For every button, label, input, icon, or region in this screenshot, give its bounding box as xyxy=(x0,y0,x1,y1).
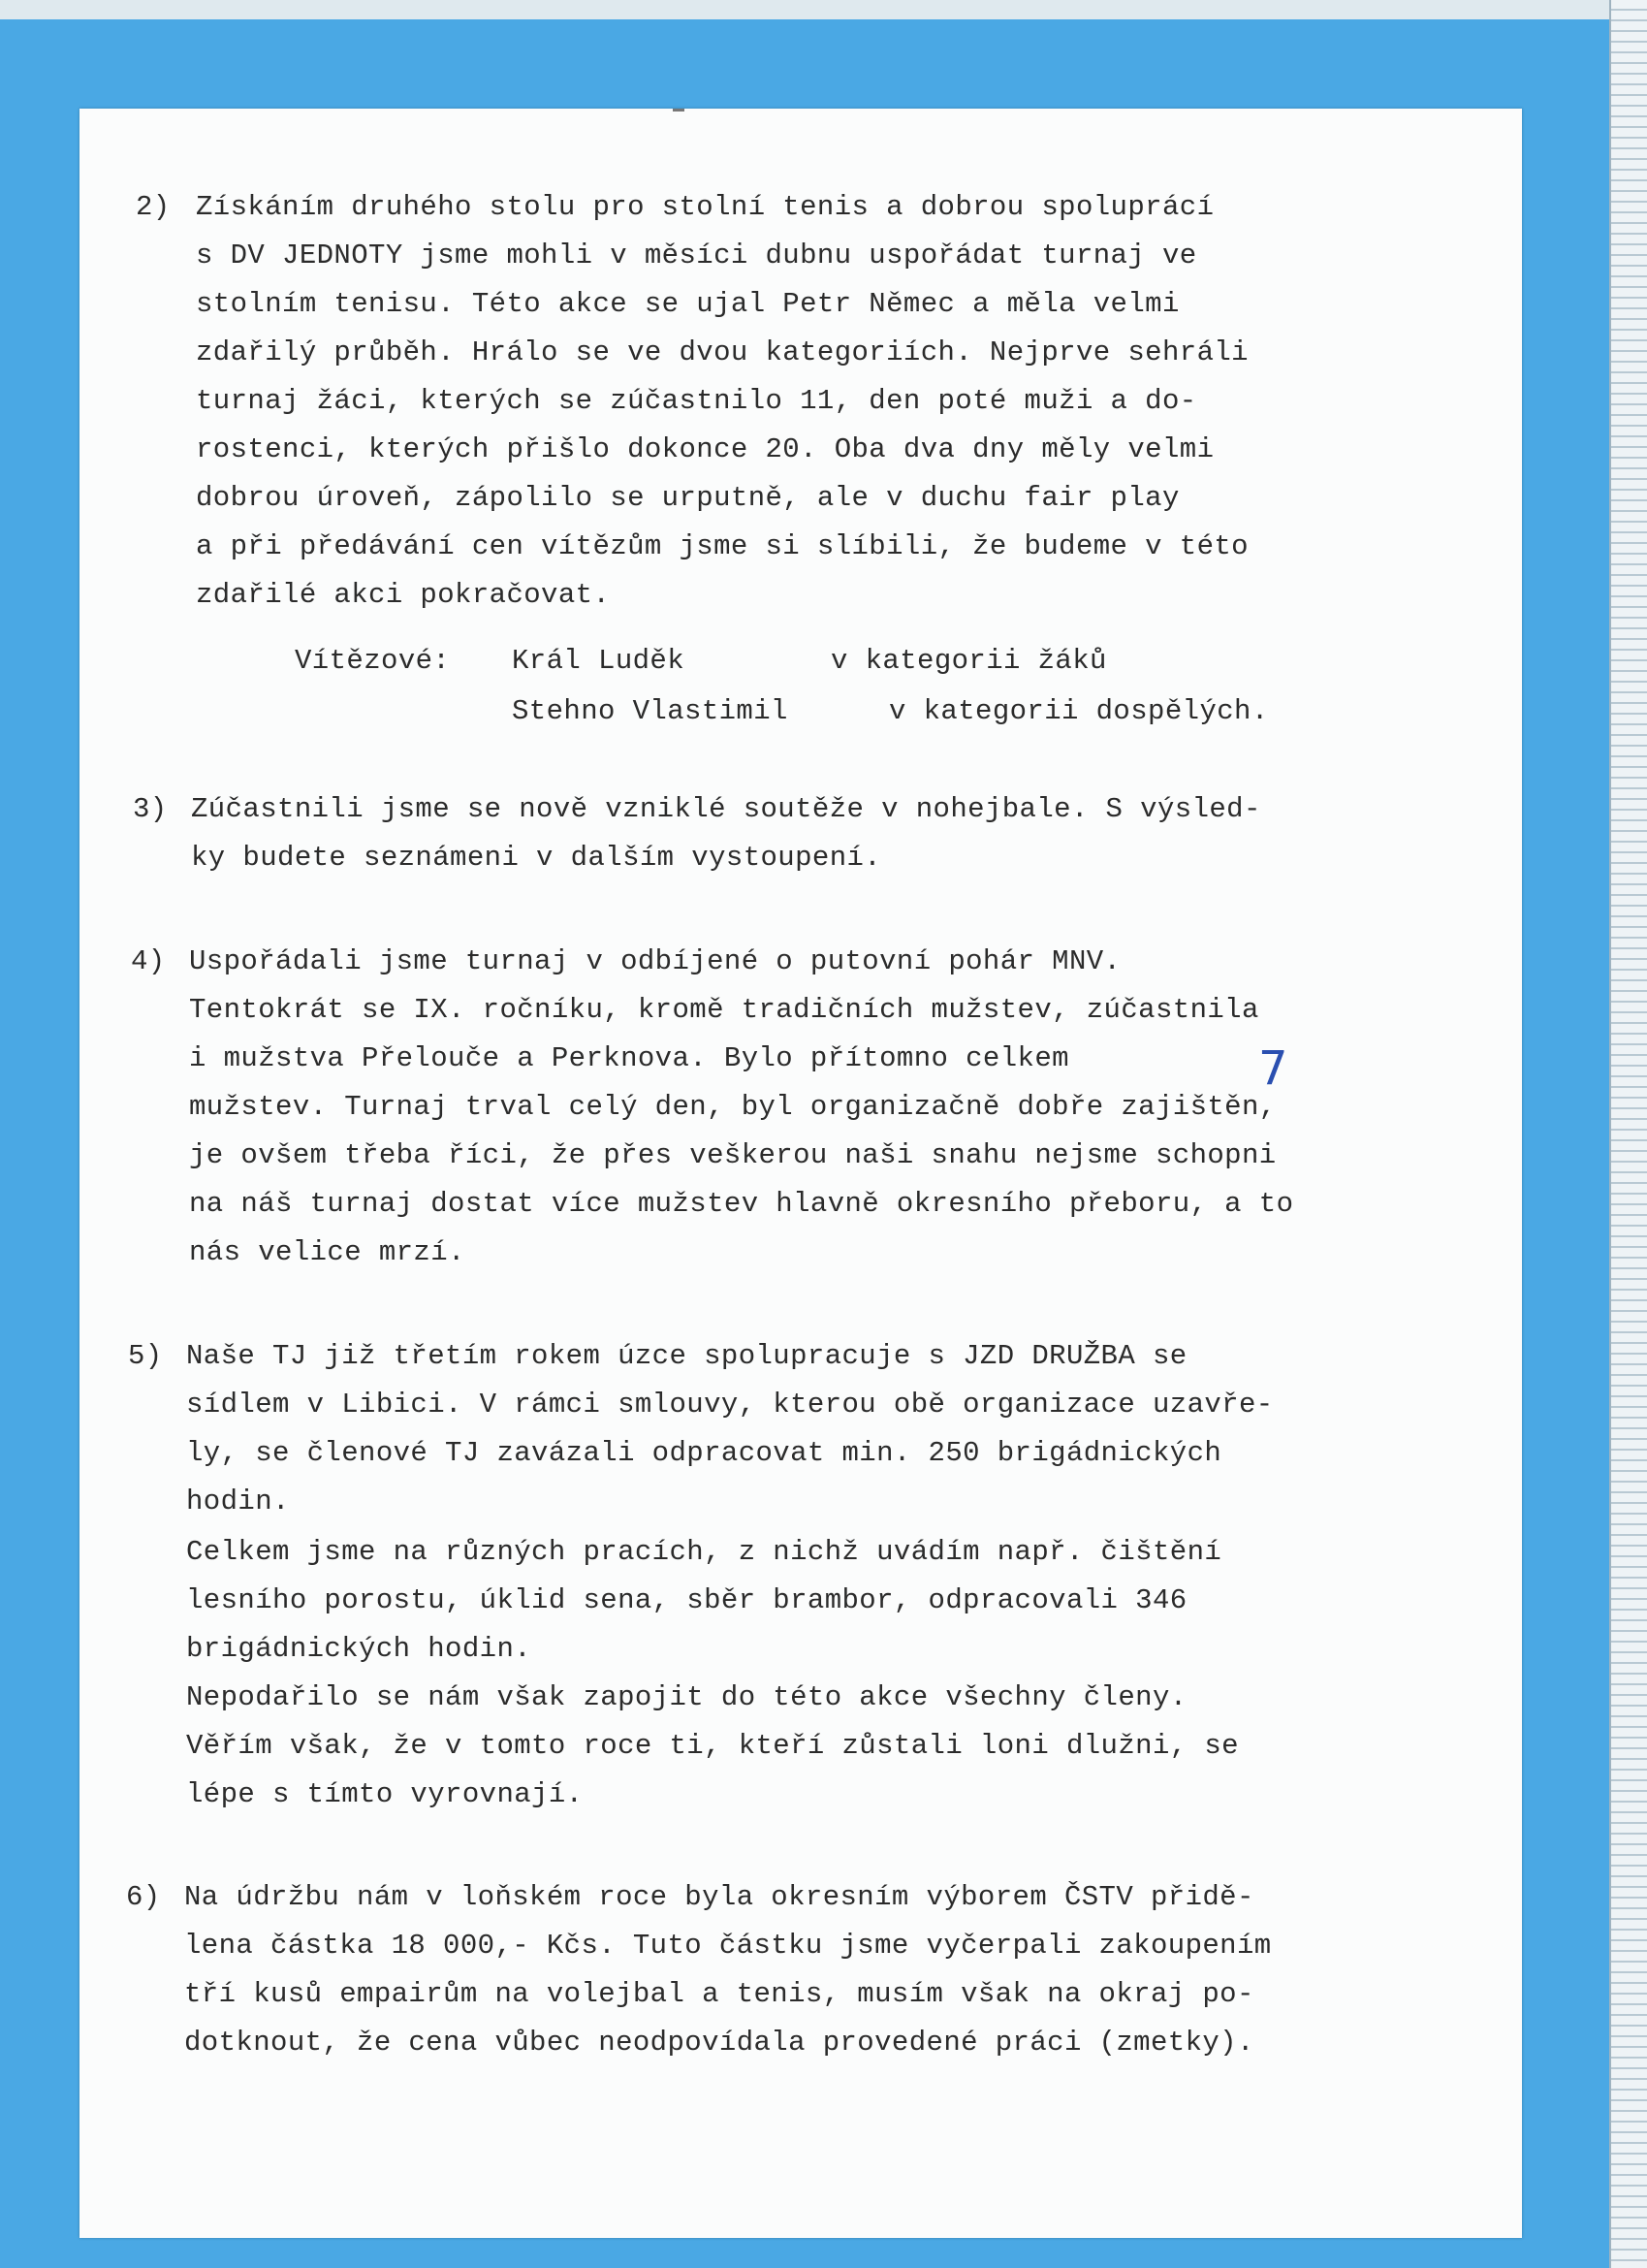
page-text xyxy=(79,109,1522,2238)
text-line: Naše TJ již třetím rokem úzce spolupracuje s JZD DRUŽBA se xyxy=(186,1340,1188,1372)
section-number: 2) xyxy=(136,191,171,223)
text-line: hodin. xyxy=(186,1485,290,1517)
text-line: a při předávání cen vítězům jsme si slíbili, že budeme v této xyxy=(196,530,1249,562)
text-line: ky budete seznámeni v dalším vystoupení. xyxy=(191,842,882,874)
handwritten-note-text: 7 xyxy=(1258,1041,1288,1096)
text-line: lesního porostu, úklid sena, sběr brambor, odpracovali 346 xyxy=(186,1584,1188,1616)
text-line: dotknout, že cena vůbec neodpovídala provedené práci (zmetky). xyxy=(184,2027,1254,2059)
scanner-edge-strip xyxy=(1609,0,1647,2268)
typewritten-page xyxy=(79,109,1522,2238)
text-line: Nepodařilo se nám však zapojit do této akce všechny členy. xyxy=(186,1681,1188,1713)
section-number: 5) xyxy=(128,1340,163,1372)
text-line: mužstev. Turnaj trval celý den, byl organizačně dobře zajištěn, xyxy=(189,1091,1277,1123)
text-line: tří kusů empairům na volejbal a tenis, musím však na okraj po- xyxy=(184,1978,1254,2010)
text-line: lena částka 18 000,- Kčs. Tuto částku jsme vyčerpali zakoupením xyxy=(184,1930,1272,1962)
text-line: s DV JEDNOTY jsme mohli v měsíci dubnu uspořádat turnaj ve xyxy=(196,240,1197,272)
text-line: lépe s tímto vyrovnají. xyxy=(186,1778,584,1810)
text-line: Získáním druhého stolu pro stolní tenis a dobrou spoluprácí xyxy=(196,191,1215,223)
winners-label: Vítězové: xyxy=(295,645,451,677)
text-line: ly, se členové TJ zavázali odpracovat min. 250 brigádnických xyxy=(186,1437,1222,1469)
text-line: Zúčastnili jsme se nově vzniklé soutěže v nohejbale. S výsled- xyxy=(191,793,1261,825)
winner-category: v kategorii dospělých. xyxy=(889,695,1269,727)
section-number: 6) xyxy=(126,1881,161,1913)
section-number: 4) xyxy=(131,945,166,977)
text-line: i mužstva Přelouče a Perknova. Bylo přítomno celkem xyxy=(189,1042,1069,1074)
winner-name: Král Luděk xyxy=(512,645,685,677)
text-line: je ovšem třeba říci, že přes veškerou naši snahu nejsme schopni xyxy=(189,1139,1277,1171)
text-line: sídlem v Libici. V rámci smlouvy, kterou obě organizace uzavře- xyxy=(186,1389,1274,1421)
winner-name: Stehno Vlastimil xyxy=(512,695,788,727)
text-line: na náš turnaj dostat více mužstev hlavně okresního přeboru, a to xyxy=(189,1188,1294,1220)
text-line: Celkem jsme na různých pracích, z nichž uvádím např. čištění xyxy=(186,1536,1222,1568)
text-line: zdařilé akci pokračovat. xyxy=(196,579,611,611)
text-line: turnaj žáci, kterých se zúčastnilo 11, den poté muži a do- xyxy=(196,385,1197,417)
text-line: dobrou úroveň, zápolilo se urputně, ale v duchu fair play xyxy=(196,482,1180,514)
text-line: rostenci, kterých přišlo dokonce 20. Oba dva dny měly velmi xyxy=(196,433,1215,465)
text-line: Tentokrát se IX. ročníku, kromě tradičních mužstev, zúčastnila xyxy=(189,994,1259,1026)
text-line: Uspořádali jsme turnaj v odbíjené o putovní pohár MNV. xyxy=(189,945,1122,977)
text-line: Věřím však, že v tomto roce ti, kteří zůstali loni dlužni, se xyxy=(186,1730,1239,1762)
handwritten-number xyxy=(1251,1038,1309,1096)
text-line: Na údržbu nám v loňském roce byla okresním výborem ČSTV přidě- xyxy=(184,1881,1254,1913)
text-line: zdařilý průběh. Hrálo se ve dvou kategoriích. Nejprve sehráli xyxy=(196,336,1249,368)
scanner-frame-top xyxy=(0,0,1647,19)
text-line: nás velice mrzí. xyxy=(189,1236,465,1268)
text-line: stolním tenisu. Této akce se ujal Petr Němec a měla velmi xyxy=(196,288,1180,320)
winner-category: v kategorii žáků xyxy=(831,645,1107,677)
text-line: brigádnických hodin. xyxy=(186,1633,532,1665)
section-number: 3) xyxy=(133,793,168,825)
